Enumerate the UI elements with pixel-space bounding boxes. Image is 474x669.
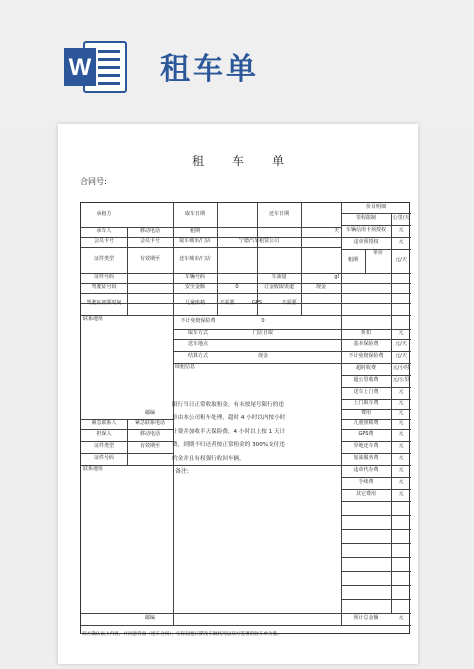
document-page xyxy=(58,124,418,664)
notes-line: 章由本公司租车处理，超时 4 小时以内按小时 xyxy=(172,415,286,422)
id-no-label: 证件号码 xyxy=(93,274,114,281)
deposit-info-label: 续租信息 xyxy=(175,364,196,370)
non-deductible-value: 0 xyxy=(261,318,265,325)
child-seat-fee-unit: 元 xyxy=(398,420,404,427)
violation-deposit-label: 违章预授权 xyxy=(353,239,379,246)
settlement-label: 结算方式 xyxy=(187,353,208,360)
non-deductible-fee-label: 不计免赔保险费 xyxy=(348,353,384,360)
non-deductible-fee-unit: 元/天 xyxy=(395,353,407,360)
fees-unit: 元 xyxy=(398,410,404,417)
day-unit: 天 xyxy=(333,228,339,235)
basic-insurance-unit: 元/天 xyxy=(395,341,407,348)
km-per-day-unit: 公里/天 xyxy=(392,215,410,222)
violation-fee-label: 违章代办费 xyxy=(353,467,379,474)
over-mileage-unit: 元/公里 xyxy=(392,377,410,384)
form-title: 租车单 xyxy=(191,154,312,168)
mileage-limit-label: 里程限制 xyxy=(355,215,376,222)
discount-unit: 元 xyxy=(398,330,404,337)
safety-deposit-label: 安全金额 xyxy=(184,284,205,291)
mobile-label: 移动电话 xyxy=(139,228,160,235)
safety-deposit-value: 0 xyxy=(235,284,239,291)
guarantor-contact-address-label: 联系地址 xyxy=(83,466,104,472)
gps-fee-unit: 元 xyxy=(398,431,404,438)
delivery-fee-label: 送车上门费 xyxy=(353,389,379,396)
notes-line: 计费并加收半天保险费，4 小时以上按 1 天计 xyxy=(172,428,286,435)
contact-address-label: 联系地址 xyxy=(83,316,104,322)
gps-value: 不需要 xyxy=(281,300,297,307)
guarantor-mobile-label: 移动电话 xyxy=(139,431,160,438)
other-fee-unit: 元 xyxy=(398,491,404,498)
notes-text xyxy=(172,399,312,466)
notes-line: 限行当日正常收取租金，有未按尾号限行的违 xyxy=(172,402,284,408)
discount-label: 折扣 xyxy=(360,330,371,337)
id-type-label: 证件类型 xyxy=(93,256,114,263)
lessor-label: 承租方 xyxy=(96,211,112,218)
emergency-contact-label: 紧急联系人 xyxy=(91,420,117,427)
rent-period-label: 租期 xyxy=(189,228,200,235)
gps-label: GPS xyxy=(251,300,263,307)
company-name: 宁德汽车租赁公司 xyxy=(238,238,279,245)
pickup-door-fee-unit: 元 xyxy=(398,400,404,407)
gps-fee-label: GPS费 xyxy=(358,431,374,438)
overtime-fee-label: 超时收费 xyxy=(355,365,376,372)
member-card-label: 会员卡号 xyxy=(93,238,114,245)
plate-no-label: 车辆号码 xyxy=(184,274,205,281)
child-seat-fee-label: 儿童座椅费 xyxy=(353,420,379,427)
pickup-city-store-label: 取车城市/门店 xyxy=(179,238,211,245)
return-city-store-label: 还车城市/门店 xyxy=(179,256,211,263)
delivery-address-label: 送车地点 xyxy=(187,341,208,348)
bottom-statement: 双方确认以上内容，并同意背面（租车合同），实际起租日期及车辆状况以双方签署的验车单为准。 xyxy=(82,632,282,637)
over-mileage-label: 超公里收费 xyxy=(353,377,379,384)
price-detail-header: 价目明细 xyxy=(365,204,386,211)
violation-deposit-unit: 元 xyxy=(398,239,404,246)
guarantor-label: 担保人 xyxy=(96,431,112,438)
vehicle-credit-deposit-unit: 元 xyxy=(398,227,404,234)
handling-fee-unit: 元 xyxy=(398,479,404,486)
member-card-no-label: 会员卡号 xyxy=(139,238,160,245)
settlement-value: 现金 xyxy=(257,353,268,360)
postcode-label-2: 邮编 xyxy=(144,615,155,622)
page-title: 租车单 xyxy=(160,52,259,87)
guarantor-id-type-label: 证件类型 xyxy=(93,443,114,450)
license-no-label: 驾驶证号码 xyxy=(91,284,117,291)
other-fee-label: 其它费用 xyxy=(355,491,376,498)
fuel-unit: gl xyxy=(334,274,339,281)
notes-line: 约金并且有权强行收回车辆。 xyxy=(172,455,245,462)
delivery-fee-unit: 元 xyxy=(398,389,404,396)
fuel-label: 车油量 xyxy=(271,274,287,281)
non-deductible-label: 不计免赔保险费 xyxy=(180,318,216,325)
guarantor-id-no-label: 证件号码 xyxy=(93,455,114,462)
yuan-per-day-unit: 元/天 xyxy=(395,257,407,264)
pickup-method-value: 门店自取 xyxy=(252,330,273,337)
guarantor-valid-period-label: 有效期至 xyxy=(139,443,160,450)
pickup-method-label: 取车方式 xyxy=(187,330,208,337)
word-document-icon xyxy=(62,40,130,94)
diff-return-fee-unit: 元 xyxy=(398,443,404,450)
handling-fee-label: 手续费 xyxy=(358,479,374,486)
return-date-label: 还车日期 xyxy=(268,211,289,218)
child-seat-label: 儿童座椅 xyxy=(184,300,205,307)
renter-label: 承车人 xyxy=(96,228,112,235)
fees-label: 费用 xyxy=(360,410,371,417)
basic-insurance-label: 基本保险费 xyxy=(353,341,379,348)
pickup-door-fee-label: 上门取车费 xyxy=(353,400,379,407)
pickup-date-label: 取车日期 xyxy=(184,211,205,218)
valid-period-label: 有效期至 xyxy=(139,256,160,263)
fuel-fee-label: 加油服务费 xyxy=(353,455,379,462)
unit-price-label: 单价 xyxy=(372,250,383,256)
contract-number-label: 合同号: xyxy=(80,177,107,186)
license-first-date-label: 驾驶证初领时间 xyxy=(86,300,122,307)
rent-label: 租期 xyxy=(347,257,358,264)
fuel-fee-unit: 元 xyxy=(398,455,404,462)
postcode-label-1: 邮编 xyxy=(144,410,155,417)
notes-line: 费，到期不归还者按正常租金的 300%支付违 xyxy=(172,442,285,449)
emergency-mobile-label: 紧急联系电话 xyxy=(134,420,165,427)
violation-fee-unit: 元 xyxy=(398,467,404,474)
diff-return-fee-label: 异地还车费 xyxy=(353,443,379,450)
estimated-total-unit: 元 xyxy=(398,615,404,622)
child-seat-value: 不需要 xyxy=(219,300,235,307)
vehicle-credit-deposit-label: 车辆信用卡预授权 xyxy=(345,227,386,234)
order-channel-value: 现金 xyxy=(315,284,326,291)
overtime-fee-unit: 元/小时 xyxy=(392,365,410,372)
pickup-date-value[interactable] xyxy=(217,203,257,227)
word-icon-letter: W xyxy=(68,54,92,81)
order-channel-label: 订金收取渠道 xyxy=(263,284,294,291)
notes-label: 备注: xyxy=(175,467,190,475)
estimated-total-label: 预计总金额 xyxy=(353,615,379,622)
